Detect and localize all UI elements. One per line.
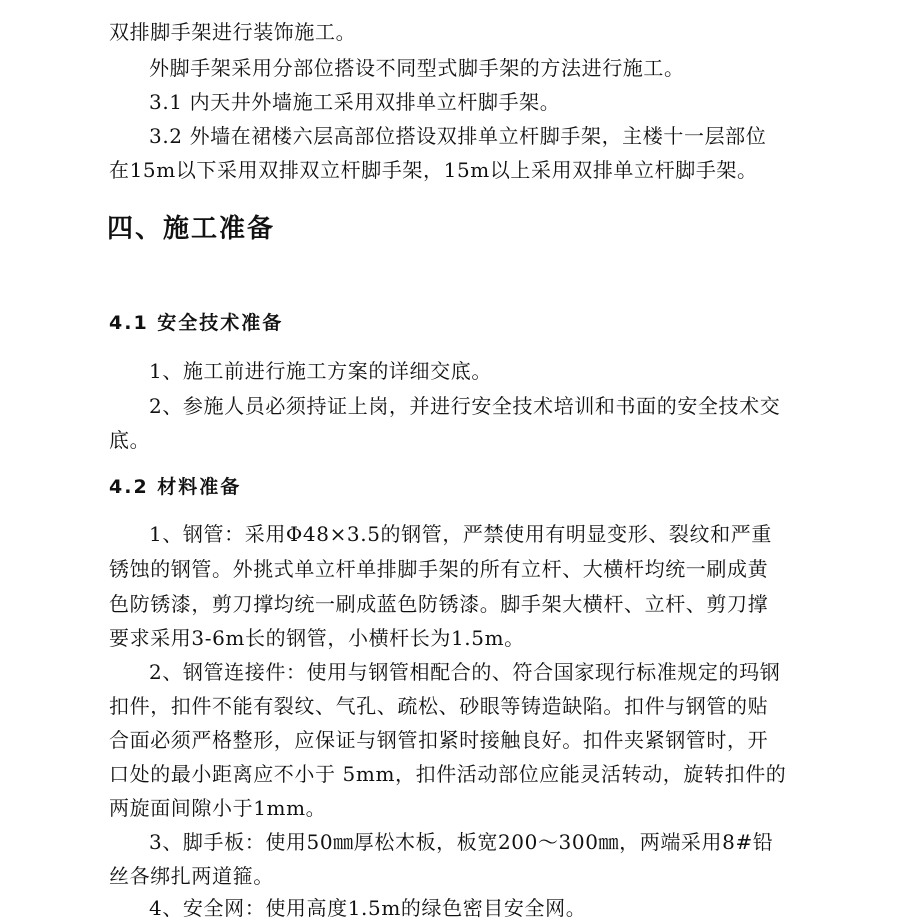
paragraph-line: 2、钢管连接件：使用与钢管相配合的、符合国家现行标准规定的玛钢 (149, 660, 781, 684)
paragraph-line: 双排脚手架进行装饰施工。 (109, 20, 357, 44)
paragraph-line: 扣件，扣件不能有裂纹、气孔、疏松、砂眼等铸造缺陷。扣件与钢管的贴 (109, 694, 769, 718)
paragraph-line: 4、安全网：使用高度1.5m的绿色密目安全网。 (149, 896, 587, 920)
paragraph-line: 两旋面间隙小于1mm。 (109, 796, 327, 820)
paragraph-line: 1、钢管：采用Φ48×3.5的钢管，严禁使用有明显变形、裂纹和严重 (149, 522, 772, 546)
paragraph-line: 底。 (109, 428, 151, 452)
paragraph-line: 在15m以下采用双排双立杆脚手架，15m以上采用双排单立杆脚手架。 (109, 158, 758, 182)
subsection-heading: 4.2 材料准备 (109, 476, 242, 498)
paragraph-line: 色防锈漆，剪刀撑均统一刷成蓝色防锈漆。脚手架大横杆、立杆、剪刀撑 (109, 592, 769, 616)
paragraph-line: 1、施工前进行施工方案的详细交底。 (149, 359, 492, 383)
paragraph-line: 口处的最小距离应不小于 5mm，扣件活动部位应能灵活转动，旋转扣件的 (109, 762, 787, 786)
paragraph-line: 丝各绑扎两道箍。 (109, 864, 274, 888)
paragraph-line: 3、脚手板：使用50㎜厚松木板，板宽200～300㎜，两端采用8#铅 (149, 830, 774, 854)
paragraph-line: 3.2 外墙在裙楼六层高部位搭设双排单立杆脚手架，主楼十一层部位 (149, 124, 767, 148)
paragraph-line: 合面必须严格整形，应保证与钢管扣紧时接触良好。扣件夹紧钢管时，开 (109, 728, 769, 752)
paragraph-line: 2、参施人员必须持证上岗，并进行安全技术培训和书面的安全技术交 (149, 394, 781, 418)
paragraph-line: 锈蚀的钢管。外挑式单立杆单排脚手架的所有立杆、大横杆均统一刷成黄 (109, 557, 769, 581)
paragraph-line: 要求采用3-6m长的钢管，小横杆长为1.5m。 (109, 626, 525, 650)
paragraph-line: 外脚手架采用分部位搭设不同型式脚手架的方法进行施工。 (149, 56, 685, 80)
subsection-heading: 4.1 安全技术准备 (109, 312, 284, 334)
section-heading: 四、施工准备 (107, 214, 276, 244)
paragraph-line: 3.1 内天井外墙施工采用双排单立杆脚手架。 (149, 90, 561, 114)
